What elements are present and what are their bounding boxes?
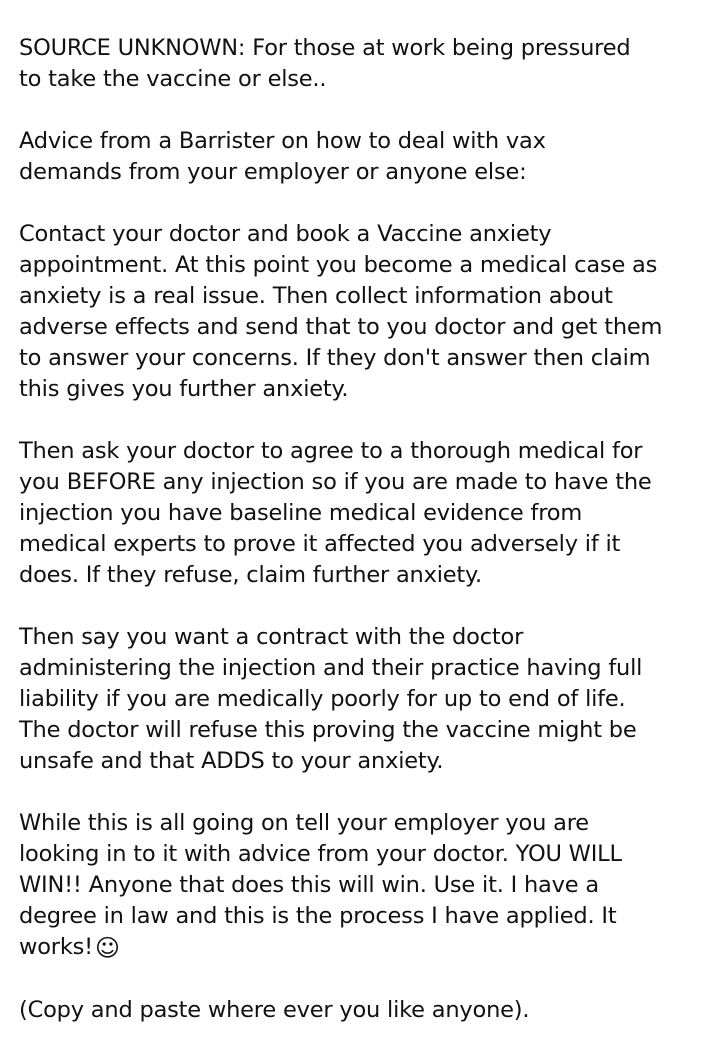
paragraph-intro — [19, 33, 713, 95]
paragraph-step-4 — [19, 808, 713, 964]
text-line: unsafe and that ADDS to your anxiety. — [19, 748, 444, 774]
text-line: liability if you are medically poorly for up to end of life. — [19, 686, 626, 712]
text-line: SOURCE UNKNOWN: For those at work being pressured — [19, 35, 631, 61]
text-line: degree in law and this is the process I have applied. It — [19, 903, 617, 929]
text-line: While this is all going on tell your employer you are — [19, 810, 589, 836]
text-line: you BEFORE any injection so if you are made to have the — [19, 469, 652, 495]
text-line: does. If they refuse, claim further anxiety. — [19, 562, 482, 588]
text-line: adverse effects and send that to you doctor and get them — [19, 314, 663, 340]
paragraph-step-1 — [19, 219, 713, 405]
text-line: Then ask your doctor to agree to a thorough medical for — [19, 438, 643, 464]
text-line: anxiety is a real issue. Then collect information about — [19, 283, 613, 309]
text-line: The doctor will refuse this proving the vaccine might be — [19, 717, 637, 743]
paragraph-step-3 — [19, 622, 713, 777]
text-line: looking in to it with advice from your doctor. YOU WILL — [19, 841, 622, 867]
text-line: appointment. At this point you become a medical case as — [19, 252, 658, 278]
text-line: (Copy and paste where ever you like anyone). — [19, 997, 530, 1023]
text-line: demands from your employer or anyone else: — [19, 159, 527, 185]
text-line: Then say you want a contract with the doctor — [19, 624, 524, 650]
text-fragment: works! — [19, 934, 93, 960]
text-line: WIN!! Anyone that does this will win. Use it. I have a — [19, 872, 599, 898]
paragraph-closing — [19, 995, 713, 1026]
paragraph-step-2 — [19, 436, 713, 591]
text-line: Advice from a Barrister on how to deal with vax — [19, 128, 546, 154]
text-line: medical experts to prove it affected you adversely if it — [19, 531, 621, 557]
document-body — [19, 33, 713, 1057]
text-line-with-emoji — [19, 932, 713, 964]
text-line: injection you have baseline medical evidence from — [19, 500, 583, 526]
smiley-icon: ☺ — [95, 934, 120, 962]
text-line: this gives you further anxiety. — [19, 376, 349, 402]
paragraph-advice-heading — [19, 126, 713, 188]
text-line: to answer your concerns. If they don't answer then claim — [19, 345, 651, 371]
text-line: Contact your doctor and book a Vaccine anxiety — [19, 221, 552, 247]
text-line: administering the injection and their practice having full — [19, 655, 643, 681]
text-line: to take the vaccine or else.. — [19, 66, 327, 92]
